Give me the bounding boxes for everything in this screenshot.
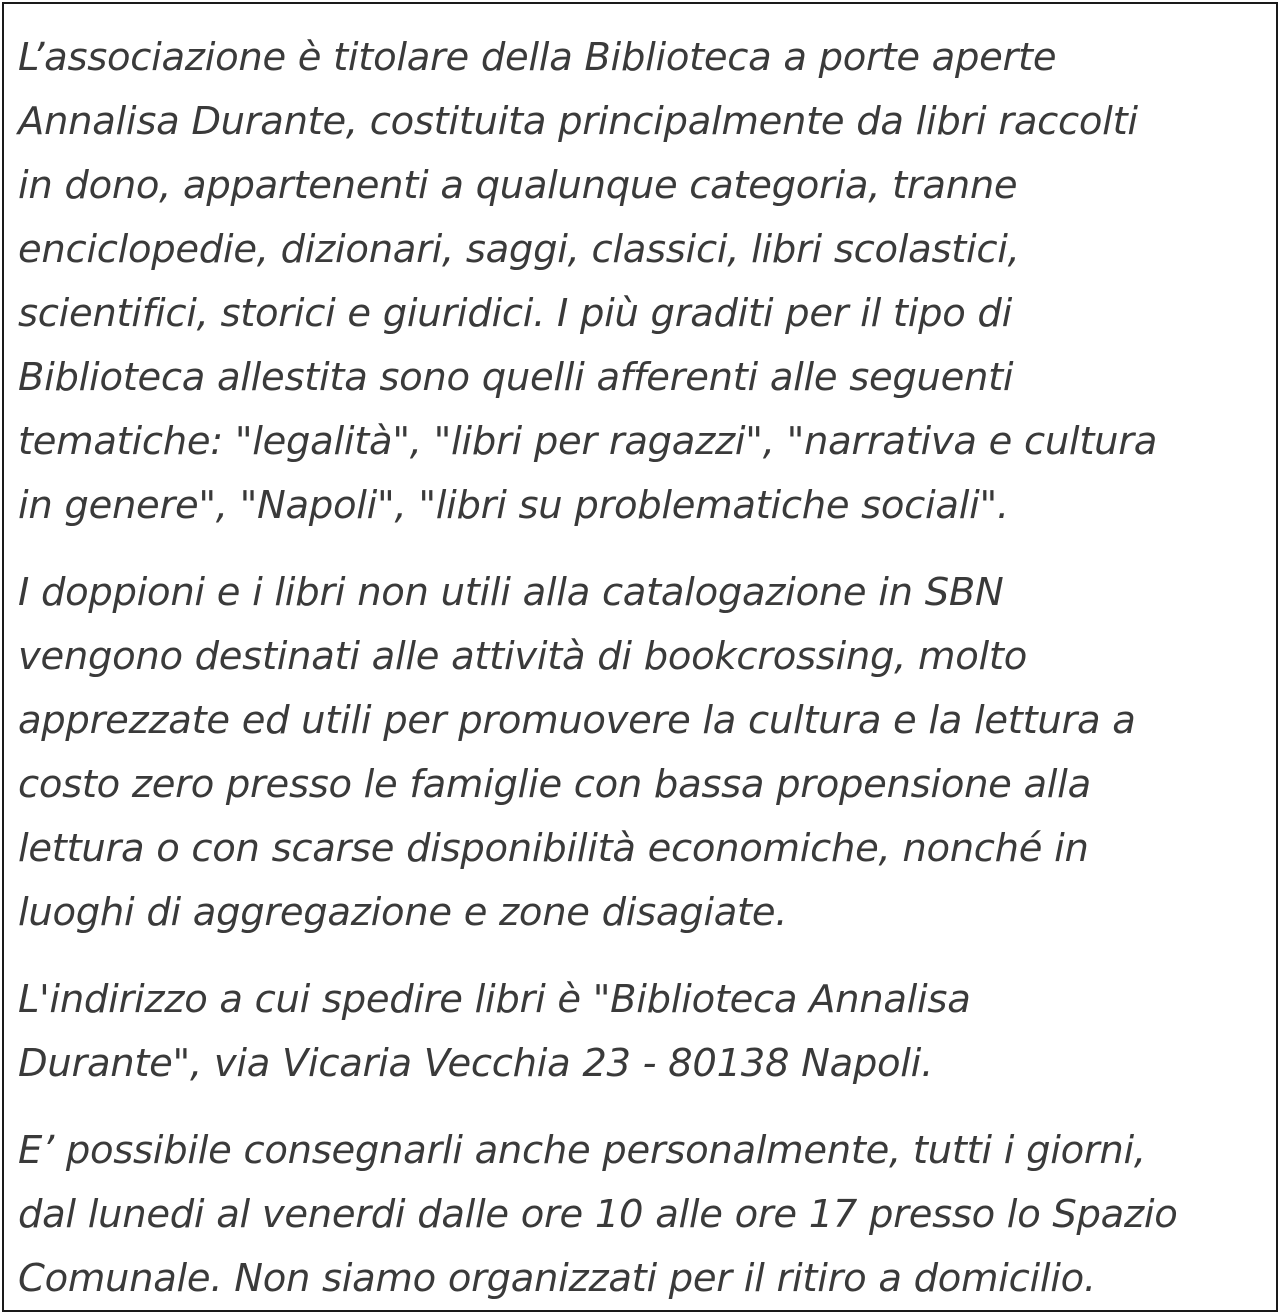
text-line: dal lunedi al venerdi dalle ore 10 alle ore 17 presso lo Spazio [18, 1192, 1178, 1237]
paragraph-delivery-hours [18, 1119, 1268, 1311]
text-line: lettura o con scarse disponibilità economiche, nonché in [18, 826, 1089, 871]
text-line: in dono, appartenenti a qualunque categoria, tranne [18, 163, 1018, 208]
paragraph-shipping-address [18, 968, 1268, 1096]
text-content [18, 26, 1268, 1311]
text-line: L’associazione è titolare della Biblioteca a porte aperte [18, 35, 1057, 80]
text-line: enciclopedie, dizionari, saggi, classici, libri scolastici, [18, 227, 1020, 272]
text-line: Annalisa Durante, costituita principalmente da libri raccolti [18, 99, 1138, 144]
text-line: in genere", "Napoli", "libri su problematiche sociali". [18, 483, 1009, 528]
paragraph-bookcrossing [18, 561, 1268, 945]
text-line: Durante", via Vicaria Vecchia 23 - 80138 Napoli. [18, 1041, 934, 1086]
text-line: L'indirizzo a cui spedire libri è "Biblioteca Annalisa [18, 977, 971, 1022]
text-line: apprezzate ed utili per promuovere la cultura e la lettura a [18, 698, 1136, 743]
text-line: luoghi di aggregazione e zone disagiate. [18, 890, 788, 935]
text-line: costo zero presso le famiglie con bassa propensione alla [18, 762, 1091, 807]
text-panel [2, 2, 1278, 1312]
text-line: tematiche: "legalità", "libri per ragazzi", "narrativa e cultura [18, 419, 1158, 464]
text-line: Biblioteca allestita sono quelli afferenti alle seguenti [18, 355, 1014, 400]
text-line: vengono destinati alle attività di bookcrossing, molto [18, 634, 1027, 679]
text-line: I doppioni e i libri non utili alla catalogazione in SBN [18, 570, 1004, 615]
text-line: E’ possibile consegnarli anche personalmente, tutti i giorni, [18, 1128, 1146, 1173]
paragraph-library-description [18, 26, 1268, 538]
text-line: Comunale. Non siamo organizzati per il ritiro a domicilio. [18, 1256, 1096, 1301]
text-line: scientifici, storici e giuridici. I più graditi per il tipo di [18, 291, 1012, 336]
